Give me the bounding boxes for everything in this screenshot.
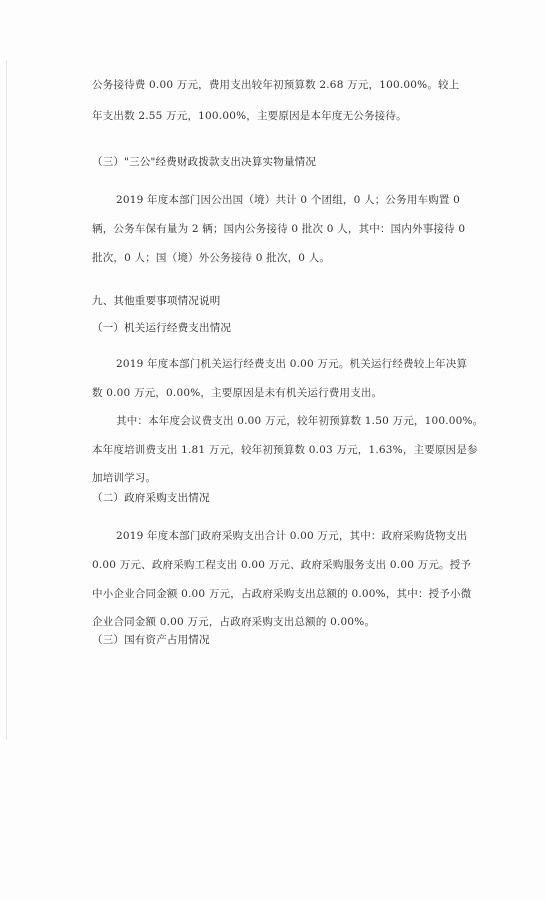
paragraph-line-14: 企业合同金额 0.00 万元，占政府采购支出总额的 0.00%。 — [92, 616, 376, 628]
paragraph-line-4: 辆，公务车保有量为 2 辆；国内公务接待 0 批次 0 人，其中：国内外事接待 0 — [92, 223, 466, 235]
section-heading-other-matters: 九、其他重要事项情况说明 — [92, 295, 221, 307]
paragraph-line-13: 中小企业合同金额 0.00 万元，占政府采购支出总额的 0.00%，其中：授予小微 — [92, 588, 472, 600]
paragraph-line-3: 2019 年度本部门因公出国（境）共计 0 个团组，0 人；公务用车购置 0 — [116, 194, 461, 206]
paragraph-line-7: 数 0.00 万元，0.00%，主要原因是未有机关运行费用支出。 — [92, 387, 383, 399]
paragraph-line-12: 0.00 万元、政府采购工程支出 0.00 万元、政府采购服务支出 0.00 万元。授予 — [92, 559, 472, 571]
paragraph-line-10: 加培训学习。 — [92, 472, 157, 484]
paragraph-line-6: 2019 年度本部门机关运行经费支出 0.00 万元。机关运行经费较上年决算 — [116, 358, 468, 370]
subsection-heading-procurement: （二）政府采购支出情况 — [92, 492, 210, 504]
subsection-heading-operating-expenses: （一）机关运行经费支出情况 — [92, 322, 232, 334]
paragraph-line-8: 其中：本年度会议费支出 0.00 万元，较年初预算数 1.50 万元，100.00%。 — [116, 415, 484, 427]
paragraph-line-2: 年支出数 2.55 万元，100.00%，主要原因是本年度无公务接待。 — [92, 110, 407, 122]
paragraph-line-5: 批次，0 人；国（境）外公务接待 0 批次，0 人。 — [92, 252, 331, 264]
subsection-heading-state-assets: （三）国有资产占用情况 — [92, 634, 210, 646]
paragraph-line-11: 2019 年度本部门政府采购支出合计 0.00 万元，其中：政府采购货物支出 — [116, 530, 468, 542]
section-heading-sangong-quantity: （三）"三公"经费财政拨款支出决算实物量情况 — [92, 156, 317, 168]
paragraph-line-9: 本年度培训费支出 1.81 万元，较年初预算数 0.03 万元，1.63%，主要原因是参 — [92, 444, 478, 456]
paragraph-line-1: 公务接待费 0.00 万元，费用支出较年初预算数 2.68 万元，100.00%。较上 — [92, 79, 460, 91]
scan-edge-shadow — [6, 60, 7, 740]
